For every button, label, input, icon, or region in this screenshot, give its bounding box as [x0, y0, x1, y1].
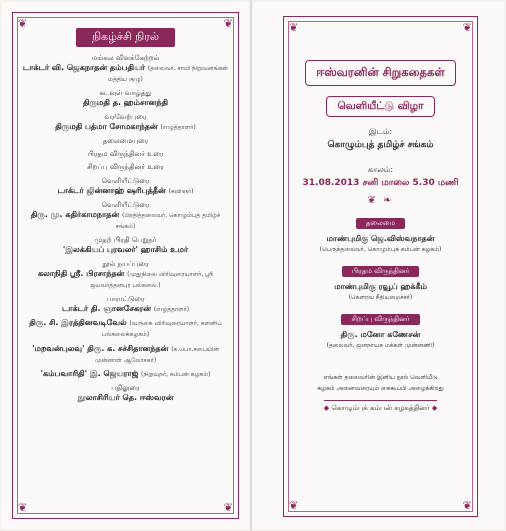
venue: கொழும்புத் தமிழ்ச் சங்கம்: [327, 140, 434, 150]
guest-description: (தலைவர், ஜனநாயக மக்கள் முன்னணி): [326, 342, 435, 349]
guest-block-special: [293, 302, 468, 350]
person-name: நூலாசிரியர் தெ. ஈஸ்வரன்: [77, 393, 174, 403]
person-name: டாக்டர் தி. ஞானசேகரன்: [61, 303, 151, 313]
program-person: [22, 304, 229, 315]
closing-line: கழகம் அனைவரையும் கைகூப்பி அழைக்கிறது: [317, 385, 444, 392]
program-banner: நிகழ்ச்சி நிரல்: [76, 28, 175, 47]
program-item: [22, 318, 229, 340]
program-person: [22, 122, 229, 133]
program-item: [22, 235, 229, 255]
program-role: பிரதம விருந்தினர் உரை: [87, 150, 164, 159]
guest-role-header: சிறப்பு விருந்தினர்: [341, 314, 419, 325]
closing-line: எங்கள் தலைவரின் இனிய நூல் வெளியீடு: [323, 374, 438, 381]
person-name: 'மறவன்புலவு' திரு. க. சச்சிதானந்தன்: [32, 343, 169, 353]
person-description: (எழுத்தாளர்): [160, 123, 196, 131]
program-person: [22, 63, 229, 85]
date-label: காலம்:: [367, 165, 394, 174]
program-person: [22, 393, 229, 403]
program-item: [22, 383, 229, 403]
program-panel: [2, 2, 249, 529]
person-description: (தலைவர், சாயி நிறுவனங்கள் மத்திய குழு): [108, 65, 229, 83]
program-role: கடவுள் வாழ்த்து: [99, 89, 152, 98]
corner-ornament-icon: ❦: [223, 501, 233, 514]
program-person: [22, 369, 229, 380]
diamond-icon: ◆: [431, 404, 438, 412]
person-description: (எழுத்தாளர்): [153, 305, 190, 313]
corner-ornament-icon: ❦: [462, 499, 472, 512]
person-name: டாக்டர் ஜின்னாஹ் ஷரிபுத்தீன்: [57, 185, 166, 195]
program-role: தலைமையுரை: [102, 136, 149, 145]
person-name: 'கம்பவாரிதி' இ. ஜெயராஜ்: [40, 368, 139, 378]
program-person: [22, 269, 229, 291]
person-name: திரு. மு. கதிர்காமநாதன்: [30, 210, 120, 220]
program-person: [22, 98, 229, 108]
program-role: முதற் பிரதி பெறுநர்: [94, 236, 157, 245]
guest-block-chair: [293, 206, 468, 254]
corner-ornament-icon: ❦: [223, 17, 233, 30]
program-item: [22, 200, 229, 232]
program-item: [22, 136, 229, 146]
corner-ornament-icon: ❦: [289, 21, 299, 34]
invitation-panel: [253, 2, 504, 529]
person-name: 'இலக்கியப் புரவலர்' ஹாசிம் உமர்: [62, 245, 189, 255]
book-title: ஈஸ்வரனின் சிறுகதைகள்: [305, 60, 455, 86]
program-person: [22, 210, 229, 232]
invitation-content: [293, 60, 468, 414]
closing-text: [293, 372, 468, 394]
program-role: நூல் நயப்புரை: [102, 259, 149, 268]
program-person: [22, 245, 229, 255]
program-role: பதிலுரை: [111, 384, 140, 393]
program-person: [22, 186, 229, 197]
flourish-icon: ❦ ❧: [367, 195, 394, 206]
program-person: [22, 344, 229, 366]
program-item: [22, 294, 229, 315]
program-item: [22, 112, 229, 133]
corner-ornament-icon: ❦: [18, 501, 28, 514]
program-item: [22, 369, 229, 380]
guest-name: மாண்புமிகு ரவூப் ஹக்கீம்: [334, 282, 427, 291]
event-title: வெளியீட்டு விழா: [326, 96, 434, 117]
corner-ornament-icon: ❦: [462, 21, 472, 34]
program-item: [22, 344, 229, 366]
guest-block-chief: [293, 254, 468, 302]
program-role: பாராட்டுரை: [106, 294, 145, 303]
program-role: மங்கல விளக்கேற்றல்: [91, 54, 160, 62]
diamond-icon: ◆: [323, 404, 330, 412]
program-item: [22, 162, 229, 172]
program-item: [22, 88, 229, 108]
program-role: வெளியீட்டுரை: [101, 176, 150, 185]
program-person: [22, 318, 229, 340]
corner-ornament-icon: ❦: [18, 17, 28, 30]
hosts-name: கொழும்புக் கம்பன் கழகத்தினர்: [331, 404, 430, 412]
program-item: [22, 53, 229, 85]
corner-ornament-icon: ❦: [289, 499, 299, 512]
guest-description: (பெருந்தலைவர், கொழும்புக் கம்பன் கழகம்): [319, 246, 442, 253]
venue-label: இடம்:: [368, 127, 393, 136]
person-name: டாக்டர் வி. ஜெகநாதன் தம்பதியர்: [22, 63, 146, 72]
program-item: [22, 259, 229, 291]
person-name: திருமதி பத்மா சோமகாந்தன்: [55, 121, 158, 131]
person-description: (நிறுவுநர், கம்பன் கழகம்): [141, 370, 211, 378]
guest-role-header: தலைமை: [356, 218, 405, 229]
program-role: சிறப்பு விருந்தினர் உரை: [87, 163, 164, 172]
guest-description: (கௌரவ நீதியமைச்சர்): [348, 294, 413, 301]
program-item: [22, 149, 229, 159]
program-content: [22, 24, 229, 406]
person-description: (க.பொ.சபையின் முன்னாள் ஆலோசகர்): [94, 345, 219, 364]
person-description: (முதுநிலை விரிவுரையாளர், ஸ்ரீ ஜயவர்த்தனபுர பல்கலை.): [90, 270, 213, 289]
person-name: திரு. சி. இரத்தினவடிவேல்: [29, 318, 127, 328]
program-list: [22, 53, 229, 406]
event-date: 31.08.2013 சனி மாலை 5.30 மணி: [302, 178, 459, 188]
spacer: [22, 403, 229, 406]
person-name: திருமதி த. ஹம்சானந்தி: [82, 98, 169, 108]
person-description: (வருகை விரிவுரையாளர், களனிப் பல்கலைக்கழகம்): [101, 320, 222, 339]
program-item: [22, 176, 229, 197]
person-name: கலாநிதி ஸ்ரீ. பிரசாந்தன்: [38, 268, 125, 278]
person-description: (பிரதித்தலைவர், கொழும்புத் தமிழ்ச் சங்கம்): [115, 212, 221, 231]
hosts-footer: [324, 400, 438, 413]
guest-role-header: பிரதம விருந்தினர்: [342, 266, 420, 277]
fold-line: [250, 0, 252, 531]
program-role: வரவேற்புரை: [104, 112, 147, 121]
guest-name: திரு. மனோ கணேசன்: [340, 330, 421, 339]
program-role: வெளியீட்டுரை: [101, 201, 150, 210]
guest-name: மாண்புமிகு ஜெ.விஸ்வநாதன்: [326, 234, 435, 243]
person-description: (கவிஞர்): [168, 187, 194, 195]
